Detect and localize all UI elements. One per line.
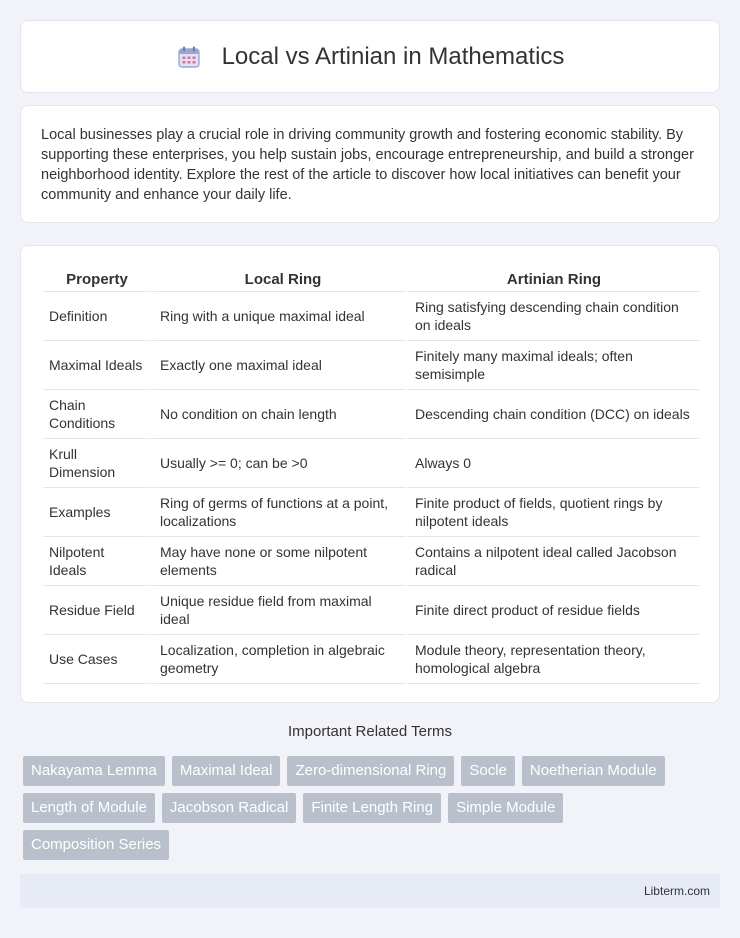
artinian-cell: Module theory, representation theory, homological algebra [406, 635, 699, 684]
local-cell: Ring of germs of functions at a point, localizations [151, 488, 406, 537]
local-cell: May have none or some nilpotent elements [151, 537, 406, 586]
property-cell: Residue Field [43, 586, 151, 635]
local-cell: No condition on chain length [151, 390, 406, 439]
table-row [43, 537, 699, 586]
related-term-tag[interactable]: Composition Series [23, 830, 169, 860]
property-cell: Examples [43, 488, 151, 537]
property-cell: Maximal Ideals [43, 341, 151, 390]
property-cell: Krull Dimension [43, 439, 151, 488]
related-term-tag[interactable]: Maximal Ideal [172, 756, 281, 786]
local-cell: Ring with a unique maximal ideal [151, 292, 406, 341]
header-artinian-ring: Artinian Ring [406, 264, 699, 292]
table-row [43, 635, 699, 684]
related-term-tag[interactable]: Length of Module [23, 793, 155, 823]
related-terms-list [23, 756, 723, 867]
table-row [43, 488, 699, 537]
related-term-tag[interactable]: Jacobson Radical [162, 793, 296, 823]
table-header-row [43, 264, 699, 292]
artinian-cell: Ring satisfying descending chain condition on ideals [406, 292, 699, 341]
table-row [43, 292, 699, 341]
property-cell: Use Cases [43, 635, 151, 684]
related-term-tag[interactable]: Nakayama Lemma [23, 756, 165, 786]
table-row [43, 390, 699, 439]
intro-paragraph: Local businesses play a crucial role in driving community growth and fostering economic stability. By supporting these enterprises, you help sustain jobs, encourage entrepreneurship, and build a stronger neighborhood identity. Explore the rest of the article to discover how local initiatives can benefit your community and enhance your daily life. [20, 105, 720, 223]
local-cell: Exactly one maximal ideal [151, 341, 406, 390]
header-property: Property [43, 264, 151, 292]
property-cell: Chain Conditions [43, 390, 151, 439]
footer [20, 874, 720, 908]
local-cell: Unique residue field from maximal ideal [151, 586, 406, 635]
calendar-icon [176, 44, 202, 70]
header-local-ring: Local Ring [151, 264, 406, 292]
table-row [43, 341, 699, 390]
related-term-tag[interactable]: Simple Module [448, 793, 563, 823]
related-term-tag[interactable]: Finite Length Ring [303, 793, 441, 823]
comparison-table-card [20, 245, 720, 703]
local-cell: Localization, completion in algebraic geometry [151, 635, 406, 684]
artinian-cell: Contains a nilpotent ideal called Jacobson radical [406, 537, 699, 586]
table-row [43, 439, 699, 488]
artinian-cell: Finite product of fields, quotient rings by nilpotent ideals [406, 488, 699, 537]
table-row [43, 586, 699, 635]
artinian-cell: Finite direct product of residue fields [406, 586, 699, 635]
property-cell: Nilpotent Ideals [43, 537, 151, 586]
comparison-table [43, 264, 699, 684]
related-term-tag[interactable]: Socle [461, 756, 515, 786]
artinian-cell: Finitely many maximal ideals; often semisimple [406, 341, 699, 390]
artinian-cell: Descending chain condition (DCC) on ideals [406, 390, 699, 439]
property-cell: Definition [43, 292, 151, 341]
page-header [20, 20, 720, 93]
artinian-cell: Always 0 [406, 439, 699, 488]
related-term-tag[interactable]: Zero-dimensional Ring [287, 756, 454, 786]
related-terms-title: Important Related Terms [288, 723, 452, 740]
footer-site-link[interactable]: Libterm.com [643, 884, 710, 898]
page-title: Local vs Artinian in Mathematics [221, 42, 565, 70]
related-term-tag[interactable]: Noetherian Module [522, 756, 665, 786]
local-cell: Usually >= 0; can be >0 [151, 439, 406, 488]
